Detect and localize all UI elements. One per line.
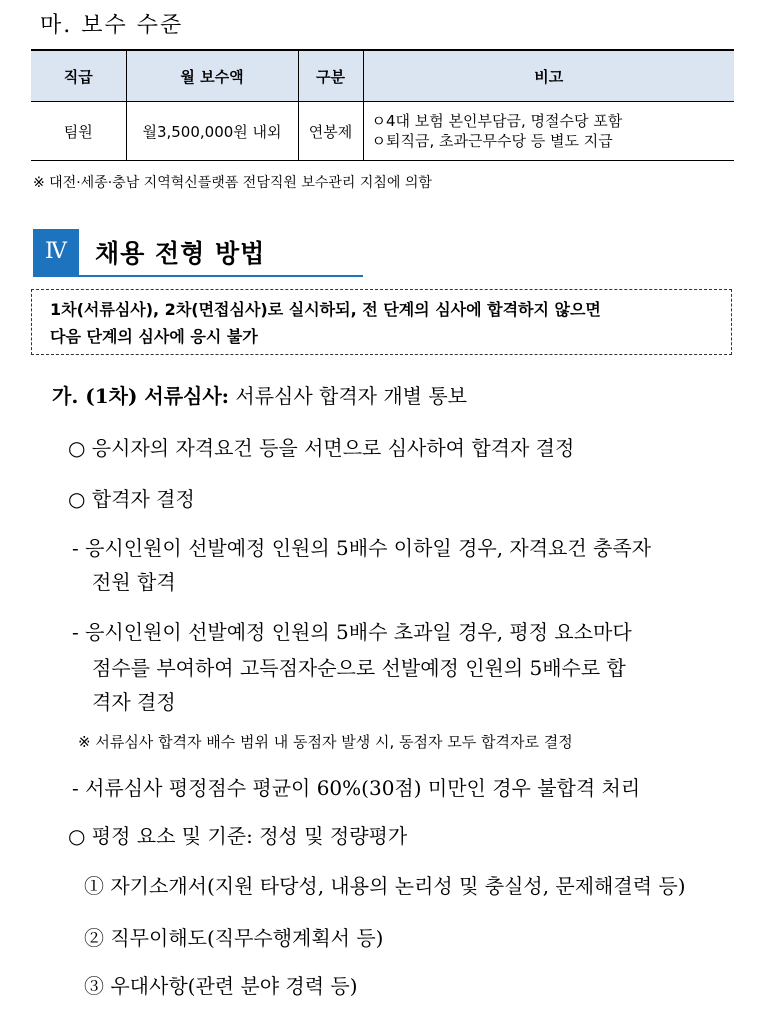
remark-line-2: ㅇ퇴직금, 초과근무수당 등 별도 지급: [371, 132, 613, 150]
remark-line-1: ㅇ4대 보험 본인부담금, 명절수당 포함: [371, 112, 623, 130]
header-monthly-pay: 월 보수액: [126, 50, 298, 102]
chapter-title: 채용 전형 방법: [95, 239, 266, 268]
header-grade: 직급: [31, 50, 126, 102]
criteria-item: ② 직무이해도(직무수행계획서 등): [84, 926, 384, 950]
list-item-continuation: 전원 합격: [92, 570, 176, 594]
pay-table-header-row: [31, 50, 734, 102]
summary-line-2: 다음 단계의 심사에 응시 불가: [50, 327, 258, 346]
list-item: ○ 평정 요소 및 기준: 정성 및 정량평가: [68, 824, 408, 848]
list-item-continuation: 점수를 부여하여 고득점자순으로 선발예정 인원의 5배수로 합: [92, 656, 626, 680]
list-item: - 응시인원이 선발예정 인원의 5배수 이하일 경우, 자격요건 충족자: [72, 536, 652, 560]
list-item: - 서류심사 평정점수 평균이 60%(30점) 미만인 경우 불합격 처리: [72, 776, 641, 800]
criteria-item: ③ 우대사항(관련 분야 경력 등): [84, 974, 358, 998]
pay-table: [31, 49, 734, 161]
summary-box: [31, 289, 732, 355]
cell-monthly-pay: 월3,500,000원 내외: [126, 102, 298, 161]
section-ga-label: 가. (1차) 서류심사:: [52, 384, 230, 408]
list-item: ○ 합격자 결정: [68, 487, 195, 511]
section-ga-heading: [52, 380, 467, 409]
section-title-pay: 마. 보수 수준: [40, 13, 184, 38]
cell-remarks: [363, 102, 734, 161]
list-item: ○ 응시자의 자격요건 등을 서면으로 심사하여 합격자 결정: [68, 436, 575, 460]
chapter-number-badge: Ⅳ: [33, 229, 79, 275]
cell-type: 연봉제: [298, 102, 363, 161]
criteria-item: ① 자기소개서(지원 타당성, 내용의 논리성 및 충실성, 문제해결력 등): [84, 874, 686, 898]
summary-line-1: 1차(서류심사), 2차(면접심사)로 실시하되, 전 단계의 심사에 합격하지 않으면: [50, 300, 601, 319]
header-type: 구분: [298, 50, 363, 102]
header-remarks: 비고: [363, 50, 734, 102]
table-row: [31, 102, 734, 161]
list-item-continuation: 격자 결정: [92, 690, 176, 714]
list-item: - 응시인원이 선발예정 인원의 5배수 초과일 경우, 평정 요소마다: [72, 620, 632, 644]
chapter-underline: [33, 275, 363, 277]
tie-note: ※ 서류심사 합격자 배수 범위 내 동점자 발생 시, 동점자 모두 합격자로 결정: [78, 733, 573, 751]
cell-grade: 팀원: [31, 102, 126, 161]
section-ga-description: 서류심사 합격자 개별 통보: [229, 384, 467, 408]
table-footnote: ※ 대전·세종·충남 지역혁신플랫폼 전담직원 보수관리 지침에 의함: [33, 175, 432, 191]
